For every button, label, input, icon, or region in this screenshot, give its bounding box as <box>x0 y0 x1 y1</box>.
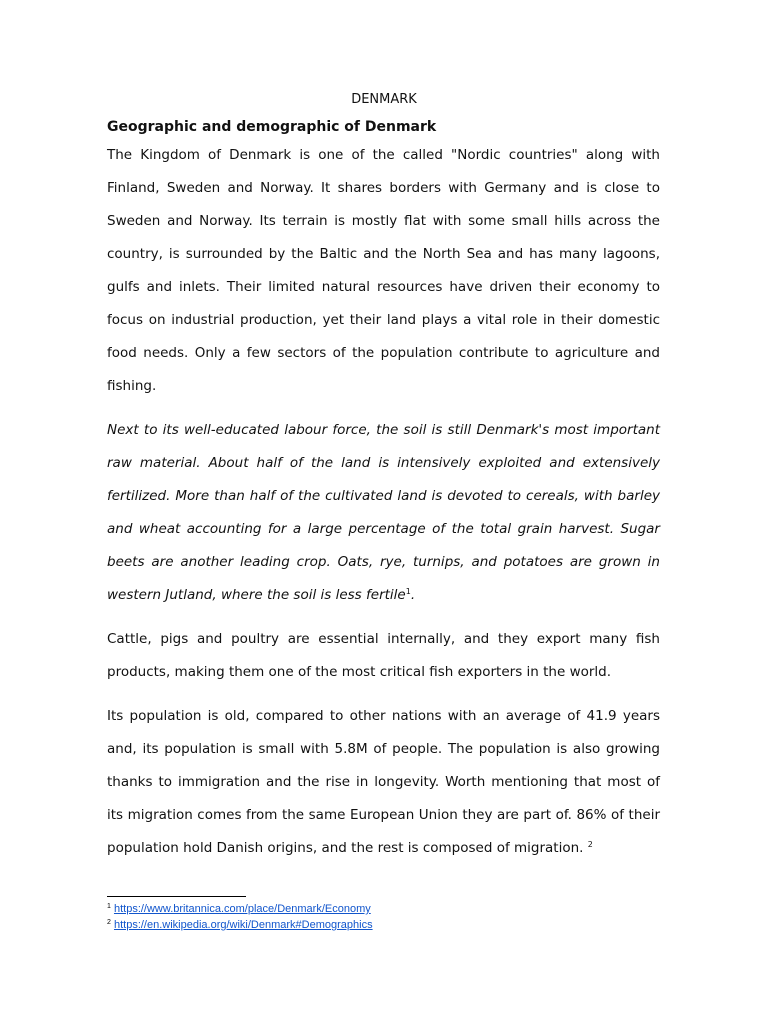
footnote-mark-1: 1 <box>107 903 111 910</box>
document-title: DENMARK <box>351 92 417 107</box>
paragraph-soil <box>107 414 660 612</box>
footnote-1 <box>107 901 667 917</box>
paragraph-geography: The Kingdom of Denmark is one of the called "Nordic countries" along with Finland, Sweden and Norway. It shares borders with Germany and is close to Sweden and Norway. Its terrain is mostly flat with some small hills across the country, is surrounded by the Baltic and the North Sea and has many lagoons, gulfs and inlets. Their limited natural resources have driven their economy to focus on industrial production, yet their land plays a vital role in their domestic food needs. Only a few sectors of the population contribute to agriculture and fishing. <box>107 147 660 394</box>
footnote-reference-2[interactable]: 2 <box>587 840 593 849</box>
paragraph-soil-end: . <box>410 587 416 603</box>
footnote-reference-1[interactable]: 1 <box>405 587 411 596</box>
paragraph-population <box>107 700 660 865</box>
footnote-mark-2: 2 <box>107 919 111 926</box>
section-heading: Geographic and demographic of Denmark <box>107 119 437 135</box>
footnotes <box>107 901 667 933</box>
paragraph-livestock: Cattle, pigs and poultry are essential internally, and they export many fish products, making them one of the most critical fish exporters in the world. <box>107 631 660 680</box>
paragraph-population-text: Its population is old, compared to other nations with an average of 41.9 years and, its population is small with 5.8M of people. The population is also growing thanks to immigration and the rise in longevity. Worth mentioning that most of its migration comes from the same European Union they are part of. 86% of their population hold Danish origins, and the rest is composed of migration. <box>107 708 660 856</box>
paragraph-soil-text: Next to its well-educated labour force, the soil is still Denmark's most important raw material. About half of the land is intensively exploited and extensively fertilized. More than half of the cultivated land is devoted to cereals, with barley and wheat accounting for a large percentage of the total grain harvest. Sugar beets are another leading crop. Oats, rye, turnips, and potatoes are grown in western Jutland, where the soil is less fertile <box>107 422 660 603</box>
footnote-link-1[interactable]: https://www.britannica.com/place/Denmark/Economy <box>113 903 371 915</box>
footnote-link-2[interactable]: https://en.wikipedia.org/wiki/Denmark#Demographics <box>113 919 373 931</box>
footnote-separator <box>107 896 246 897</box>
footnote-2 <box>107 917 667 933</box>
